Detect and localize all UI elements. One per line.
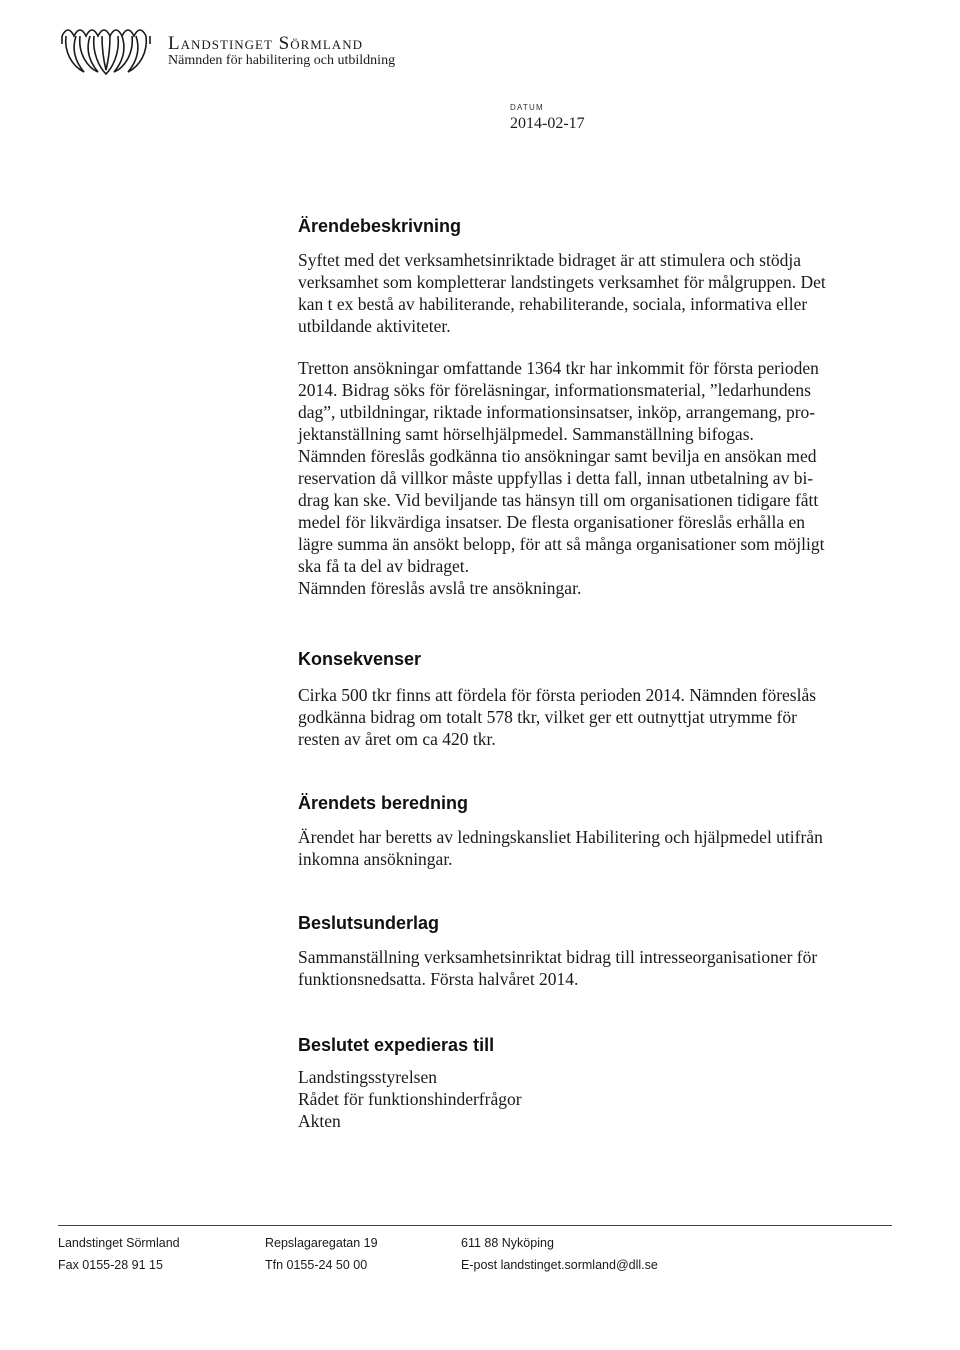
footer-postal: 611 88 Nyköping [461, 1236, 554, 1250]
text-line: godkänna bidrag om totalt 578 tkr, vilket ger ett outnyttjat utrymme för [298, 707, 797, 727]
footer-phone: Tfn 0155-24 50 00 [265, 1258, 368, 1272]
text-line: Syftet med det verksamhetsinriktade bidraget är att stimulera och stödja [298, 250, 801, 270]
paragraph [298, 249, 888, 337]
text-line: jektanställning samt hörselhjälpmedel. Sammanställning bifogas. [298, 424, 754, 444]
recipient: Rådet för funktionshinderfrågor [298, 1089, 522, 1109]
text-line: kan t ex bestå av habiliterande, rehabiliterande, sociala, informativa eller [298, 294, 808, 314]
text-line: ska få ta del av bidraget. [298, 556, 470, 576]
date-value: 2014-02-17 [510, 115, 585, 132]
text-line: medel för likvärdiga insatser. De flesta organisationer föreslås erhålla en [298, 512, 805, 532]
footer-contact-col [461, 1232, 658, 1276]
org-name: Landstinget Sörmland [168, 33, 363, 54]
section-beslutet-expedieras-till [298, 1034, 888, 1132]
section-beslutsunderlag [298, 912, 888, 990]
footer-street-col [265, 1232, 378, 1276]
footer-email[interactable]: E-post landstinget.sormland@dll.se [461, 1258, 658, 1272]
text-line: utbildande aktiviteter. [298, 316, 451, 336]
text-line: inkomna ansökningar. [298, 849, 453, 869]
text-line: Ärendet har beretts av ledningskansliet Habilitering och hjälpmedel utifrån [298, 827, 823, 847]
text-line: verksamhet som kompletterar landstingets verksamhet för målgruppen. Det [298, 272, 826, 292]
section-heading: Beslutet expedieras till [298, 1035, 495, 1055]
section-heading: Beslutsunderlag [298, 913, 440, 933]
date-label: DATUM [510, 103, 544, 112]
text-line: Cirka 500 tkr finns att fördela för första perioden 2014. Nämnden föreslås [298, 685, 817, 705]
section-heading: Konsekvenser [298, 649, 422, 669]
paragraph [298, 826, 888, 870]
paragraph [298, 684, 888, 750]
paragraph [298, 357, 888, 599]
section-arendebeskrivning [298, 215, 888, 599]
text-line: drag kan ske. Vid beviljande tas hänsyn till om organisationen tidigare fått [298, 490, 819, 510]
recipient: Akten [298, 1111, 341, 1131]
footer-address-col [58, 1232, 180, 1276]
section-arendets-beredning [298, 792, 888, 870]
text-line: Nämnden föreslås avslå tre ansökningar. [298, 578, 582, 598]
text-line: Sammanställning verksamhetsinriktat bidrag till intresseorganisationer för [298, 947, 818, 967]
section-heading: Ärendebeskrivning [298, 216, 462, 236]
text-line: lägre summa än ansökt belopp, för att så många organisationer som möjligt [298, 534, 825, 554]
footer-org: Landstinget Sörmland [58, 1236, 180, 1250]
paragraph [298, 946, 888, 990]
text-line: Nämnden föreslås godkänna tio ansökningar samt bevilja en ansökan med [298, 446, 817, 466]
footer-street: Repslagaregatan 19 [265, 1236, 378, 1250]
recipient: Landstingsstyrelsen [298, 1067, 438, 1087]
text-line: Tretton ansökningar omfattande 1364 tkr har inkommit för första perioden [298, 358, 819, 378]
recipient-list [298, 1066, 888, 1132]
section-konsekvenser [298, 648, 888, 750]
footer-fax: Fax 0155-28 91 15 [58, 1258, 163, 1272]
text-line: dag”, utbildningar, riktade informationsinsatser, inköp, arrangemang, pro- [298, 402, 816, 422]
org-subtitle: Nämnden för habilitering och utbildning [168, 53, 396, 68]
text-line: reservation då villkor måste uppfyllas i detta fall, innan utbetalning av bi- [298, 468, 814, 488]
text-line: resten av året om ca 420 tkr. [298, 729, 496, 749]
footer-divider [58, 1225, 892, 1226]
section-heading: Ärendets beredning [298, 793, 469, 813]
landstinget-logo [58, 22, 154, 76]
text-line: funktionsnedsatta. Första halvåret 2014. [298, 969, 579, 989]
text-line: 2014. Bidrag söks för föreläsningar, informationsmaterial, ”ledarhundens [298, 380, 811, 400]
